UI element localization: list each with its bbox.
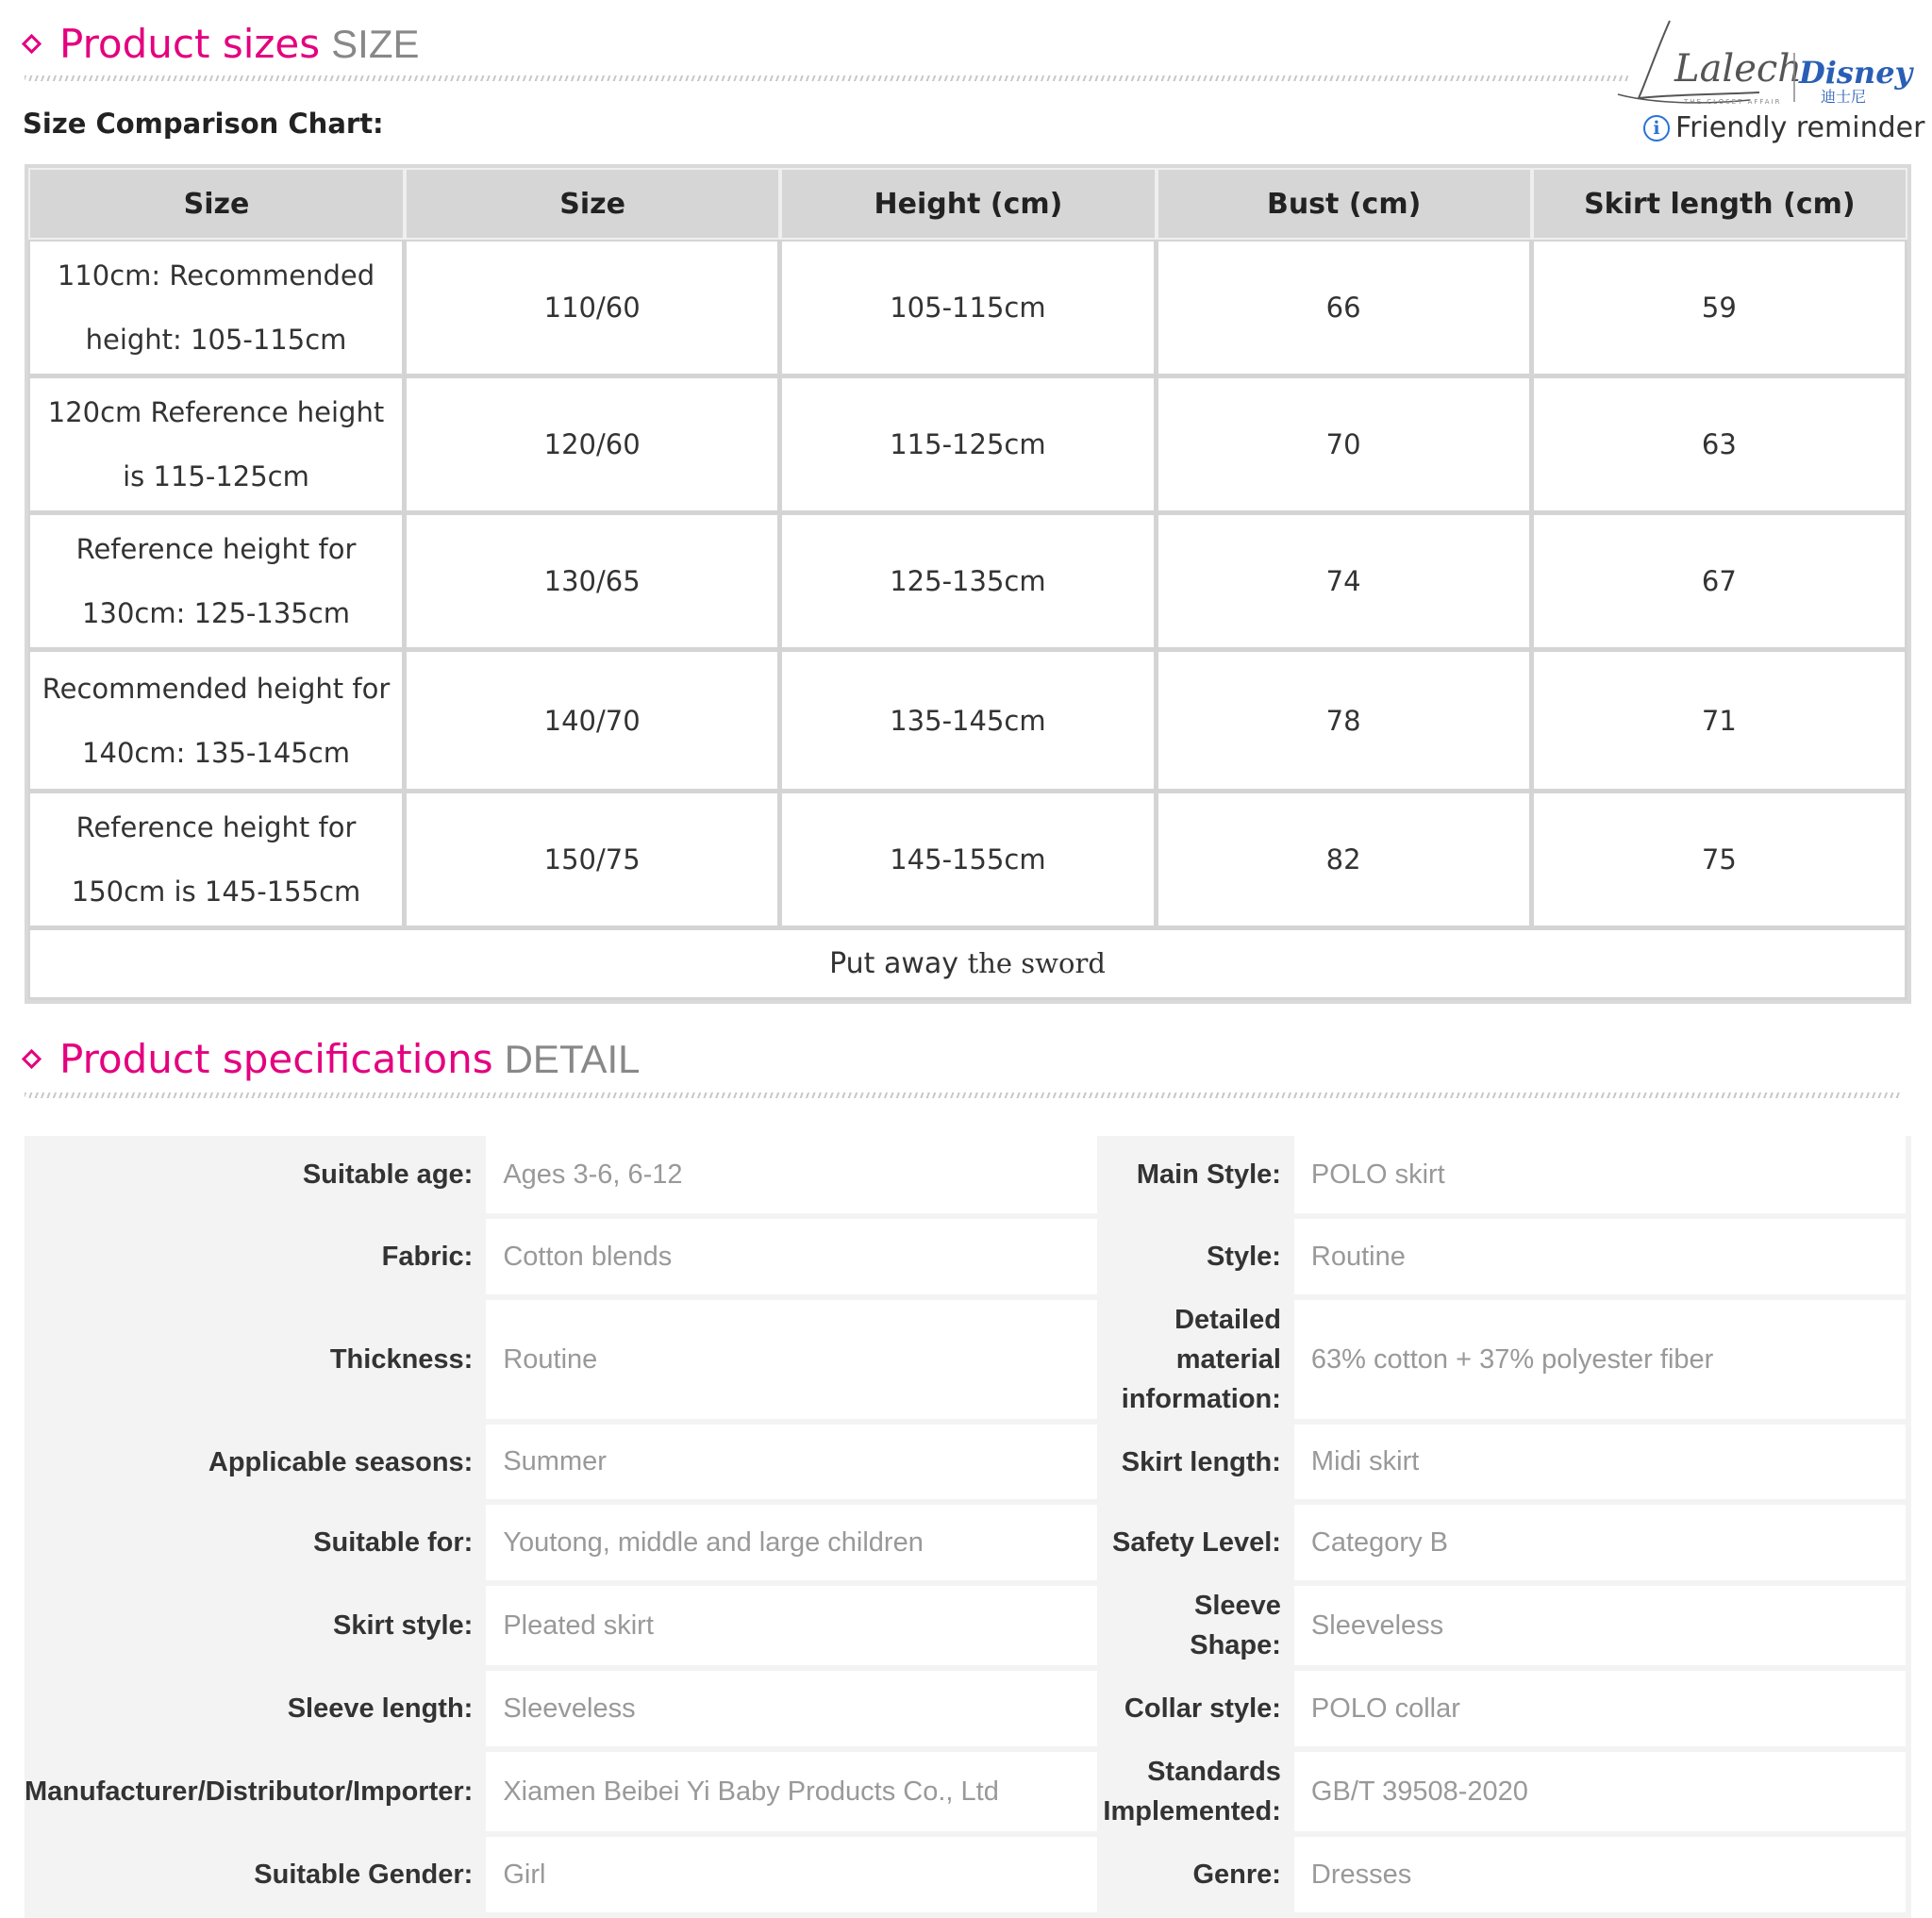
spec-row [25,1297,1908,1422]
header-skirt-length: Skirt length (cm) [1532,168,1907,240]
size-description: Reference height for 150cm is 145-155cm [28,792,405,928]
spec-value: Girl [483,1834,1100,1915]
friendly-reminder-link[interactable] [1643,111,1924,144]
spec-label: Safety Level: [1100,1502,1291,1583]
spec-label: Suitable Gender: [25,1834,483,1915]
bust-value: 78 [1157,650,1532,792]
spec-label: Sleeve Shape: [1100,1583,1291,1668]
spec-row [25,1583,1908,1668]
spec-value: Youtong, middle and large children [483,1502,1100,1583]
spec-label: Collar style: [1100,1668,1291,1749]
header-height: Height (cm) [780,168,1156,240]
height-range: 145-155cm [780,792,1156,928]
table-row [28,792,1907,928]
size-section-title: Product sizes [59,21,321,67]
spec-value: Routine [1291,1216,1908,1297]
spec-row [25,1834,1908,1915]
brand-logo [1618,15,1913,108]
bust-value: 82 [1157,792,1532,928]
size-description: Recommended height for 140cm: 135-145cm [28,650,405,792]
skirt-length-value: 63 [1532,376,1907,513]
bust-value: 66 [1157,240,1532,376]
spec-value: Cotton blends [483,1216,1100,1297]
bust-value: 74 [1157,513,1532,650]
spec-value: GB/T 39508-2020 [1291,1749,1908,1834]
spec-label: Manufacturer/Distributor/Importer: [25,1749,483,1834]
size-section-header [25,21,420,67]
spec-row [25,1216,1908,1297]
table-row [28,240,1907,376]
diamond-bullet-icon [22,1049,42,1069]
size-description: Reference height for 130cm: 125-135cm [28,513,405,650]
size-chart-caption: Size Comparison Chart: [23,108,384,140]
spec-value: Routine [483,1297,1100,1422]
spec-row [25,1749,1908,1834]
diamond-bullet-icon [22,34,42,54]
size-table-header-row [28,168,1907,240]
skirt-length-value: 71 [1532,650,1907,792]
spec-label: Fabric: [25,1216,483,1297]
size-code: 130/65 [405,513,780,650]
disney-cn-wordmark: 迪士尼 [1821,88,1867,106]
footer-text-b: the sword [967,947,1106,979]
spec-label: Style: [1100,1216,1291,1297]
spec-label: Detailed material information: [1100,1297,1291,1422]
info-icon: i [1643,115,1670,142]
spec-value: Sleeveless [1291,1583,1908,1668]
height-range: 135-145cm [780,650,1156,792]
spec-row [25,1136,1908,1216]
spec-value: Midi skirt [1291,1422,1908,1502]
spec-value: Xiamen Beibei Yi Baby Products Co., Ltd [483,1749,1100,1834]
spec-value: Pleated skirt [483,1583,1100,1668]
spec-label: Skirt style: [25,1583,483,1668]
spec-label: Applicable seasons: [25,1422,483,1502]
spec-value: Category B [1291,1502,1908,1583]
size-description: 120cm Reference height is 115-125cm [28,376,405,513]
spec-label: Thickness: [25,1297,483,1422]
spec-section-title: Product specifications [59,1036,493,1082]
skirt-length-value: 59 [1532,240,1907,376]
size-section-divider [25,75,1628,81]
table-row [28,513,1907,650]
size-code: 120/60 [405,376,780,513]
friendly-reminder-label: Friendly reminder [1675,111,1925,144]
size-section-subtitle: SIZE [331,22,420,66]
size-table-footer [28,928,1907,1000]
spec-value: Sleeveless [483,1668,1100,1749]
spec-label: Sleeve length: [25,1668,483,1749]
spec-label: Main Style: [1100,1136,1291,1216]
size-code: 110/60 [405,240,780,376]
height-range: 105-115cm [780,240,1156,376]
spec-label: Suitable age: [25,1136,483,1216]
spec-value: Ages 3-6, 6-12 [483,1136,1100,1216]
spec-section-divider [25,1092,1902,1098]
spec-row [25,1502,1908,1583]
spec-value: 63% cotton + 37% polyester fiber [1291,1297,1908,1422]
bust-value: 70 [1157,376,1532,513]
height-range: 125-135cm [780,513,1156,650]
spec-label: Suitable for: [25,1502,483,1583]
spec-label: Standards Implemented: [1100,1749,1291,1834]
skirt-length-value: 75 [1532,792,1907,928]
spec-row [25,1422,1908,1502]
header-size: Size [28,168,405,240]
spec-row [25,1668,1908,1749]
size-table-footer-row [28,928,1907,1000]
spec-value: POLO skirt [1291,1136,1908,1216]
table-row [28,650,1907,792]
header-bust: Bust (cm) [1157,168,1532,240]
skirt-length-value: 67 [1532,513,1907,650]
height-range: 115-125cm [780,376,1156,513]
spec-value: Summer [483,1422,1100,1502]
size-comparison-table [25,164,1911,1004]
spec-value: Dresses [1291,1834,1908,1915]
spec-label: Genre: [1100,1834,1291,1915]
size-code: 150/75 [405,792,780,928]
spec-label: Skirt length: [1100,1422,1291,1502]
spec-value: POLO collar [1291,1668,1908,1749]
lalech-tagline: THE CLOSET AFFAIR [1684,98,1782,106]
spec-section-subtitle: DETAIL [504,1037,641,1081]
size-description: 110cm: Recommended height: 105-115cm [28,240,405,376]
disney-wordmark: Disney [1799,55,1913,91]
footer-text-a: Put away [829,947,959,980]
header-size-code: Size [405,168,780,240]
size-code: 140/70 [405,650,780,792]
product-specifications-table [25,1136,1911,1918]
table-row [28,376,1907,513]
lalech-wordmark: Lalech [1674,47,1803,91]
spec-section-header [25,1036,641,1082]
